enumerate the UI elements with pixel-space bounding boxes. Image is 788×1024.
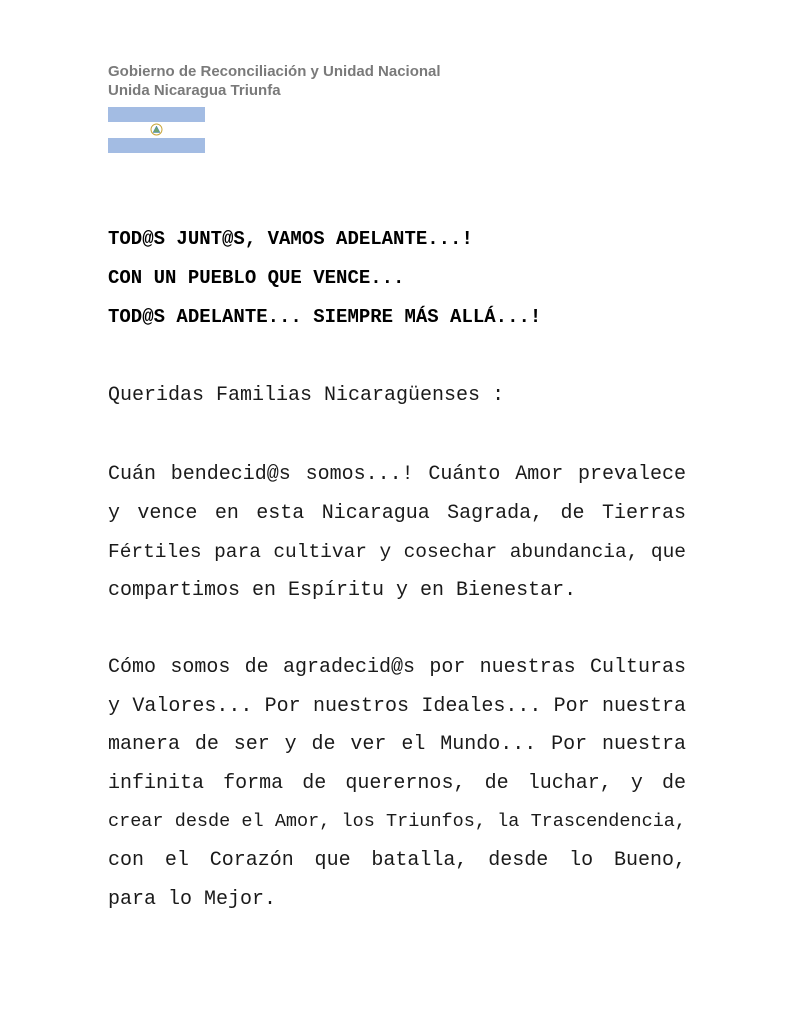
paragraph-line: con el Corazón que batalla, desde lo Bueno, — [108, 848, 686, 872]
paragraph-line: Cuán bendecid@s somos...! Cuánto Amor prevalece — [108, 463, 686, 486]
paragraph-line: y vence en esta Nicaragua Sagrada, de Tierras — [108, 501, 686, 525]
org-name-line-1: Gobierno de Reconciliación y Unidad Nacional — [108, 63, 441, 80]
paragraph-line: crear desde el Amor, los Triunfos, la Trascendencia, — [108, 811, 686, 833]
paragraph-1 — [108, 456, 686, 610]
slogan-line: TOD@S ADELANTE... SIEMPRE MÁS ALLÁ...! — [108, 306, 542, 328]
flag-band-top — [108, 107, 205, 122]
salutation: Queridas Familias Nicaragüenses : — [108, 384, 505, 407]
paragraph-line: infinita forma de querernos, de luchar, y de — [108, 771, 686, 795]
letterhead — [108, 62, 441, 100]
paragraph-line: y Valores... Por nuestros Ideales... Por nuestra — [108, 694, 686, 718]
flag-band-bottom — [108, 138, 205, 153]
slogan-line: CON UN PUEBLO QUE VENCE... — [108, 267, 405, 289]
paragraph-line: compartimos en Espíritu y en Bienestar. — [108, 578, 577, 602]
paragraph-line: para lo Mejor. — [108, 887, 277, 911]
org-name-line-2: Unida Nicaragua Triunfa — [108, 82, 281, 99]
slogan-line: TOD@S JUNT@S, VAMOS ADELANTE...! — [108, 228, 473, 250]
paragraph-line: Cómo somos de agradecid@s por nuestras Culturas — [108, 656, 686, 679]
coat-of-arms-icon — [150, 123, 163, 136]
slogans-block — [108, 220, 541, 337]
paragraph-line: Fértiles para cultivar y cosechar abundancia, que — [108, 541, 686, 564]
paragraph-2 — [108, 649, 686, 919]
nicaragua-flag-icon — [108, 107, 205, 153]
paragraph-line: manera de ser y de ver el Mundo... Por nuestra — [108, 733, 686, 757]
